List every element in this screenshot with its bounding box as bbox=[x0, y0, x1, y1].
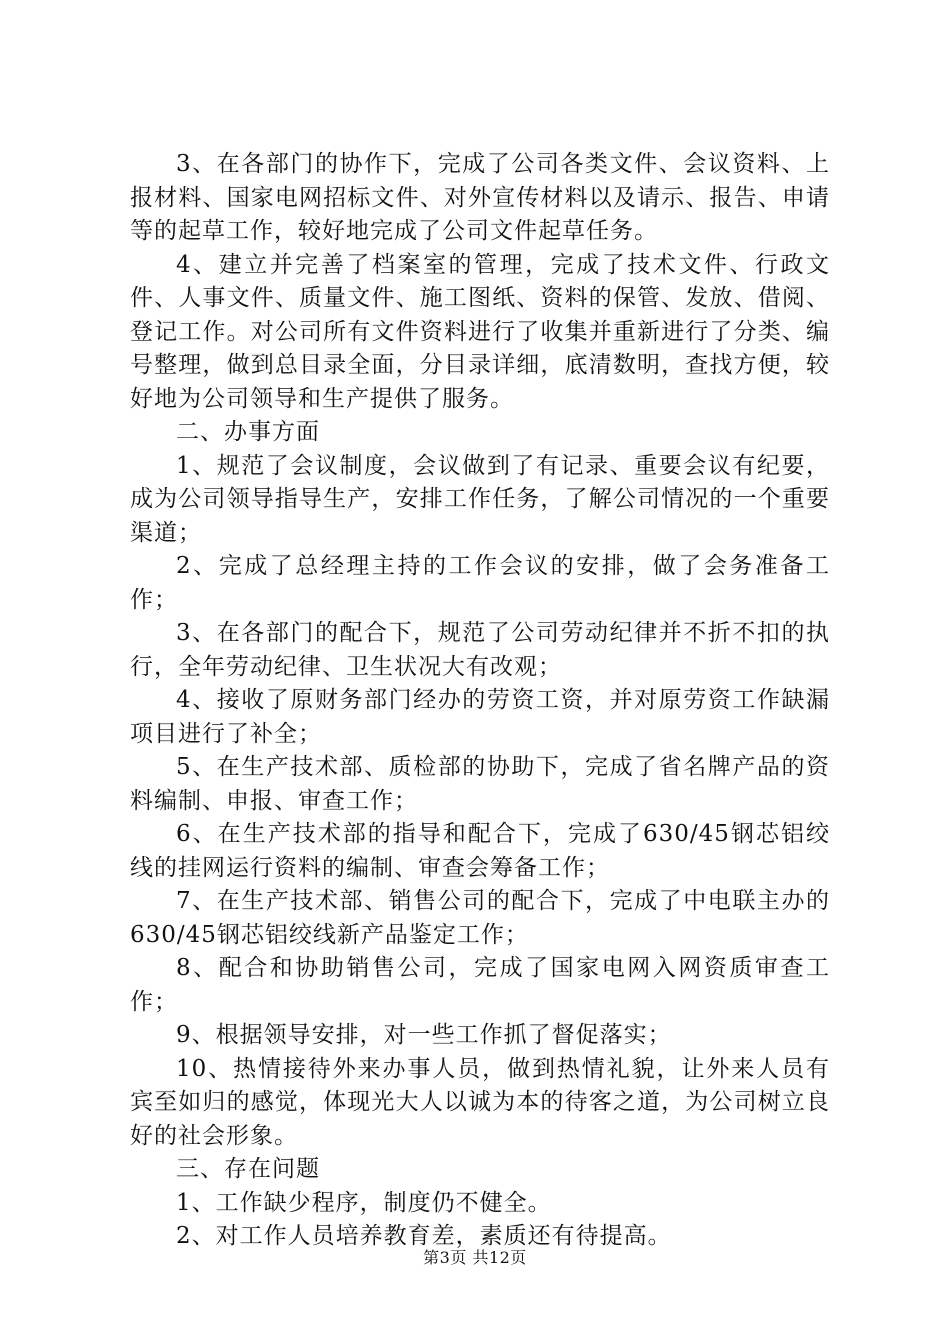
list-item: 10、热情接待外来办事人员，做到热情礼貌，让外来人员有宾至如归的感觉，体现光大人以诚为本的待客之道，为公司树立良好的社会形象。 bbox=[130, 1055, 830, 1149]
list-item: 2、对工作人员培养教育差，素质还有待提高。 bbox=[176, 1223, 672, 1249]
list-item: 6、在生产技术部的指导和配合下，完成了630/45钢芯铝绞线的挂网运行资料的编制、审查会筹备工作； bbox=[130, 821, 830, 881]
list-item: 5、在生产技术部、质检部的协助下，完成了省名牌产品的资料编制、申报、审查工作； bbox=[130, 754, 830, 814]
list-item: 8、配合和协助销售公司，完成了国家电网入网资质审查工作； bbox=[130, 955, 830, 1015]
paragraph-drafting: 3、在各部门的协作下，完成了公司各类文件、会议资料、上报材料、国家电网招标文件、对外宣传材料以及请示、报告、申请等的起草工作，较好地完成了公司文件起草任务。 bbox=[130, 151, 830, 244]
list-item: 2、完成了总经理主持的工作会议的安排，做了会务准备工作； bbox=[130, 553, 830, 613]
list-item: 3、在各部门的配合下，规范了公司劳动纪律并不折不扣的执行，全年劳动纪律、卫生状况大有改观； bbox=[130, 620, 830, 680]
list-item: 1、规范了会议制度，会议做到了有记录、重要会议有纪要，成为公司领导指导生产，安排工作任务，了解公司情况的一个重要渠道； bbox=[130, 452, 830, 546]
page-number-footer: 第3页 共12页 bbox=[423, 1248, 527, 1267]
section-heading-problems: 三、存在问题 bbox=[176, 1156, 320, 1182]
document-body bbox=[130, 148, 830, 1254]
list-item: 1、工作缺少程序，制度仍不健全。 bbox=[176, 1189, 552, 1216]
section-heading-affairs: 二、办事方面 bbox=[176, 419, 320, 445]
list-item: 7、在生产技术部、销售公司的配合下，完成了中电联主办的630/45钢芯铝绞线新产品鉴定工作； bbox=[130, 888, 830, 948]
list-item: 4、接收了原财务部门经办的劳资工资，并对原劳资工作缺漏项目进行了补全； bbox=[130, 687, 830, 747]
list-item: 9、根据领导安排，对一些工作抓了督促落实； bbox=[176, 1022, 672, 1048]
paragraph-archives: 4、建立并完善了档案室的管理，完成了技术文件、行政文件、人事文件、质量文件、施工图纸、资料的保管、发放、借阅、登记工作。对公司所有文件资料进行了收集并重新进行了分类、编号整理，做到总目录全面，分目录详细，底清数明，查找方便，较好地为公司领导和生产提供了服务。 bbox=[130, 251, 830, 412]
